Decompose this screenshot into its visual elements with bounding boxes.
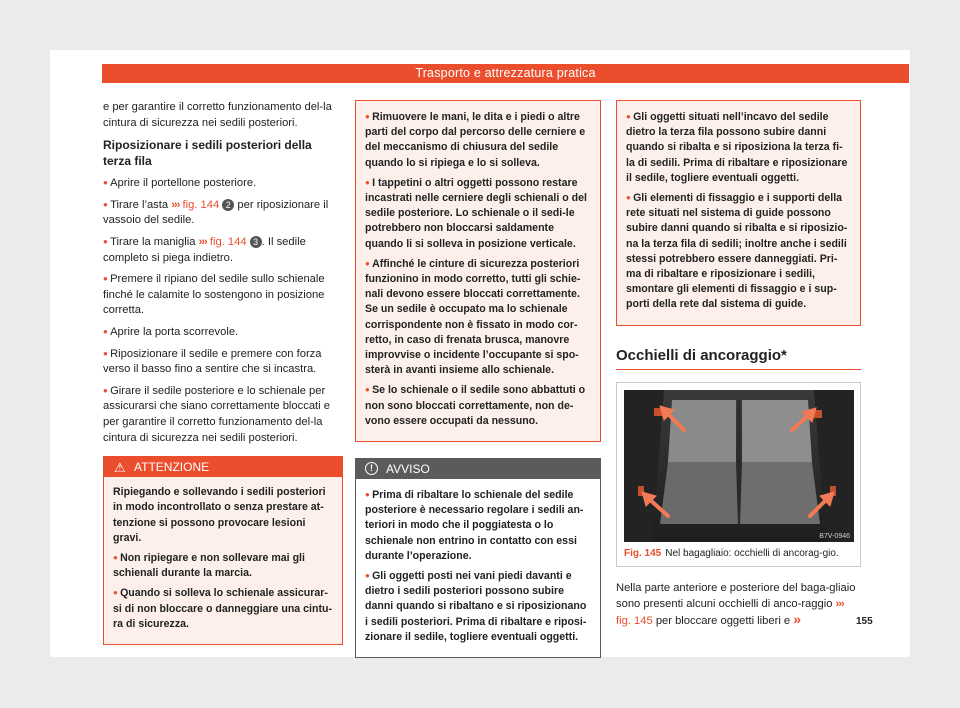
warning-item: ● Non ripiegare e non sollevare mai gli schienali durante la marcia. [113,550,333,581]
figure-caption-text: Nel bagagliaio: occhielli di ancorag-gio. [665,548,839,560]
column-1 [103,100,343,645]
warning-triangle-icon: ⚠ [114,460,126,476]
notice-item: ● Gli oggetti posti nei vani piedi davanti e dietro i sedili posteriori possono subire danni quando si ribaltano e si riposizionano i sedili posteriori. Prima di ribaltare e riposi-zionare il sedile, togliere eventuali oggetti. [365,568,591,645]
arrow-ref-icon: ››› [835,597,844,610]
info-circle-icon: ! [365,462,378,475]
step-2-text-post: per riposizionare il vassoio del sedile. [103,198,329,227]
step-1: ● Aprire il portellone posteriore. [103,175,343,192]
notice-continued-box [616,100,861,326]
notice-item: ● Prima di ribaltare lo schienale del sedile posteriore è necessario regolare i sedili an-teriori in modo che il poggiatesta o lo schienale non entrino in contatto con essi durante l’operazione. [365,487,591,564]
notice-header [356,459,600,479]
warning-intro: Ripiegando e sollevando i sedili posteriori in modo incontrollato o senza prestare at-tenzione si possono provocare lesioni gravi. [113,486,326,544]
manual-page [50,50,910,657]
fig-ref-link[interactable]: fig. 145 [616,615,653,628]
warning-item: ● Affinché le cinture di sicurezza posteriori funzionino in modo corretto, tutti gli schie-nali devono essere bloccati correttamente. Se un sedile è occupato ma lo schienale corrispondente non è fissato in modo cor-retto, in caso di frenata brusca, manovre improvvise o incidente l’occupante si spo-sterà in avanti insieme allo schienale. [365,256,591,379]
arrow-ref-icon: ››› [171,198,180,211]
body-text-pre: Nella parte anteriore e posteriore del baga-gliaio sono presenti alcuni occhielli di anco-raggio [616,582,856,610]
page-header-bar: Trasporto e attrezzatura pratica [102,64,909,83]
body-text-post: per bloccare oggetti liberi e [655,615,791,628]
warning-header [104,457,342,477]
warning-item: ● Se lo schienale o il sedile sono abbattuti o non sono bloccati correttamente, non de-vono essere occupati da nessuno. [365,382,591,429]
step-4: ● Premere il ripiano del sedile sullo schienale finché le calamite lo sostengono in posizione corretta. [103,271,343,319]
page-number: 155 [856,616,873,627]
notice-continued-body [617,101,860,325]
body-text [616,581,861,630]
step-3-text: Tirare la maniglia [110,235,196,248]
warning-box [103,456,343,645]
step-3 [103,234,343,266]
figure-145 [616,382,861,567]
step-6: ● Riposizionare il sedile e premere con forza verso il basso fino a sentire che si incastra. [103,346,343,378]
warning-continued-box [355,100,601,442]
callout-number: 3 [250,236,262,248]
warning-item: ● Quando si solleva lo schienale assicurar-si di non bloccare o danneggiare una cintu-ra di sicurezza. [113,585,333,632]
warning-body [104,477,342,644]
step-7: ● Girare il sedile posteriore e lo schienale per assicurarsi che siano correttamente bloccati e per garantire il corretto funzionamento del-la cintura di sicurezza nei sedili posteriori. [103,383,343,446]
column-3 [616,100,861,635]
notice-body [356,479,600,657]
intro-text: e per garantire il corretto funzionamento del-la cintura di sicurezza nei sedili posteriori. [103,101,332,129]
step-2-text: Tirare l’asta [110,198,169,211]
figure-label: Fig. 145 [624,548,662,560]
warning-continued-body [356,101,600,441]
notice-item: ● Gli oggetti situati nell’incavo del sedile dietro la terza fila possono subire danni quando si ribalta e si riposiziona la terza fi-la di sedili. Prima di ribaltare e riposizionare il sedile, togliere eventuali oggetti. [626,109,851,186]
warning-item: ● Rimuovere le mani, le dita e i piedi o altre parti del corpo dal percorso delle cerniere e del meccanismo di chiusura del sedile quando lo si ripiega e lo si solleva. [365,109,591,171]
warning-item: ● I tappetini o altri oggetti possono restare incastrati nelle cerniere degli schienali o del sedile posteriore. Lo schienale o il sedi-le potrebbero non bloccarsi saldamente quando li si solleva in posizione verticale. [365,175,591,252]
step-5: ● Aprire la porta scorrevole. [103,324,343,341]
warning-title: ATTENZIONE [134,460,210,475]
section-title: Occhielli di ancoraggio* [616,348,861,371]
fig-ref-link[interactable]: fig. 144 [182,198,220,211]
fig-ref-link[interactable]: fig. 144 [209,235,247,248]
notice-box [355,458,601,658]
callout-number: 2 [222,199,234,211]
figure-caption [624,547,853,560]
section-heading: Riposizionare i sedili posteriori della terza fila [103,138,312,169]
arrow-ref-icon: ››› [198,235,207,248]
step-2 [103,197,343,229]
column-2 [355,100,601,658]
step-3-text-post: . Il sedile completo si piega indietro. [103,235,306,264]
continued-icon: » [793,611,802,628]
notice-item: ● Gli elementi di fissaggio e i supporti della rete situati nel sistema di guide possono subire danni quando si ribalta e si riposizio-na la terza fila di sedili; inoltre anche i sedili stessi potrebbero essere danneggiati. Pri-ma di ribaltare e riposizionare i sedili, smontare gli elementi di fissaggio e i sup-porti della rete dal sistema di guide. [626,190,851,313]
figure-code: B7V-0946 [819,533,850,541]
notice-title: AVVISO [386,462,430,477]
trunk-anchor-photo [624,390,854,542]
